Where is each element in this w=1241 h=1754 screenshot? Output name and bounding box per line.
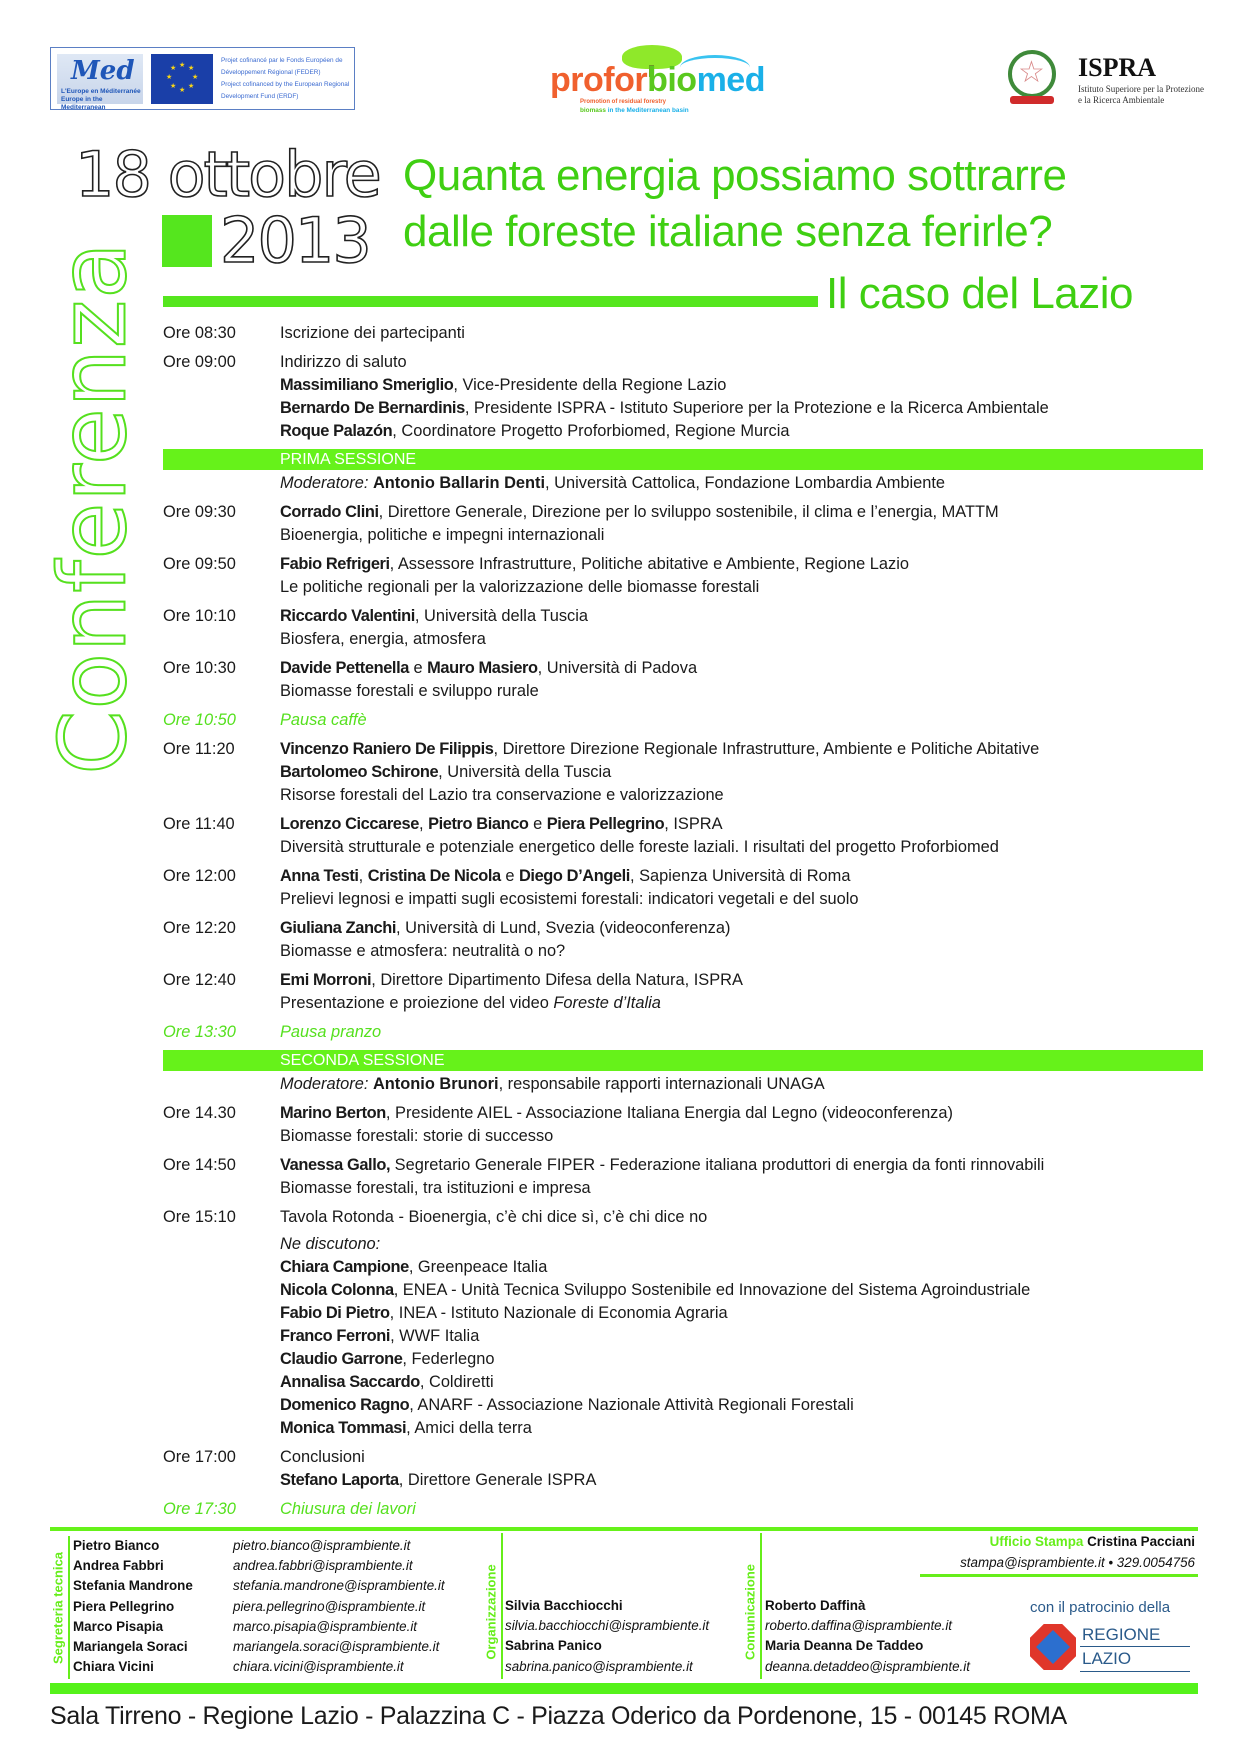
talk-topic: Biosfera, energia, atmosfera: [280, 630, 486, 648]
speaker-role: , Presidente ISPRA - Istituto Superiore per la Protezione e la Ricerca Ambientale: [464, 399, 1049, 417]
proforbiomed-tagline-1: Promotion of residual forestry: [580, 99, 667, 105]
contact-name: Mariangela Soraci: [73, 1639, 188, 1655]
ispra-subtitle-1: Istituto Superiore per la Protezione: [1078, 84, 1204, 94]
speaker-name: Diego D’Angeli: [519, 867, 630, 885]
contact-name: Marco Pisapia: [73, 1618, 164, 1634]
row-time: Ore 12:00: [163, 867, 236, 885]
speaker-line: [280, 501, 1203, 524]
speaker-line: [280, 1469, 1203, 1492]
date-day: 18 ottobre: [75, 138, 380, 211]
moderator-label: Moderatore:: [280, 1075, 369, 1093]
regione-lazio-word-2: LAZIO: [1082, 1649, 1132, 1668]
moderator-line: [163, 1073, 1203, 1096]
closing-label: Chiusura dei lavori: [280, 1500, 416, 1518]
speaker-line: [280, 657, 1203, 680]
patronage-text: con il patrocinio della: [1030, 1599, 1171, 1616]
speaker-role: , Università di Padova: [537, 659, 698, 677]
comunicazione-label: [742, 1545, 758, 1679]
star-icon: ☆: [1018, 56, 1045, 89]
segreteria-contacts: [73, 1536, 445, 1677]
italian-republic-emblem-icon: [1008, 50, 1056, 98]
logo-rule: [1080, 1646, 1190, 1647]
speaker-role: , Sapienza Università di Roma: [629, 867, 851, 885]
speaker-name: Bartolomeo Schirone: [280, 763, 439, 781]
moderator-line: [163, 472, 1203, 495]
speaker-line: [280, 1102, 1203, 1125]
footer-bottom-bar: [50, 1683, 1198, 1694]
med-logo-subtitle: [61, 88, 143, 112]
speaker-name: Bernardo De Bernardinis: [280, 399, 465, 417]
separator: e: [500, 867, 519, 885]
row-text: Tavola Rotonda - Bioenergia, c’è chi dice sì, c’è chi dice no: [280, 1208, 708, 1226]
segreteria-label-text: Segreteria tecnica: [50, 1551, 66, 1664]
session-banner-2: SECONDA SESSIONE: [163, 1050, 1203, 1071]
panel-member-role: , WWF Italia: [390, 1327, 480, 1345]
contact-name: Maria Deanna De Taddeo: [765, 1638, 924, 1654]
schedule-row: [163, 1102, 1203, 1148]
eu-funding-text: [221, 55, 353, 103]
panel-member-name: Annalisa Saccardo: [280, 1373, 420, 1391]
speaker-role: , Coordinatore Progetto Proforbiomed, Regione Murcia: [392, 422, 790, 440]
title-accent-bar: [163, 296, 818, 307]
ispra-name: ISPRA: [1078, 53, 1157, 82]
moderator-name: Antonio Ballarin Denti: [372, 474, 546, 492]
organizzazione-contacts: [505, 1596, 709, 1677]
speaker-name: Giuliana Zanchi: [280, 919, 397, 937]
panel-member: [280, 1417, 1203, 1440]
contact-email[interactable]: mariangela.soraci@isprambiente.it: [233, 1639, 440, 1655]
row-time: Ore 13:30: [163, 1023, 236, 1041]
regione-lazio-logo: [1030, 1622, 1200, 1674]
break-label: Pausa pranzo: [280, 1023, 382, 1041]
eu-funding-text-fr: Projet cofinancé par le Fonds Européen de Développement Régional (FEDER): [221, 57, 343, 76]
speaker-role: , ISPRA: [664, 815, 723, 833]
speaker-line: [280, 420, 1203, 443]
row-time: Ore 14.30: [163, 1104, 236, 1122]
speaker-name: Mauro Masiero: [427, 659, 538, 677]
panel-member-role: , Greenpeace Italia: [408, 1258, 548, 1276]
speaker-role: , Università di Lund, Svezia (videoconferenza): [396, 919, 731, 937]
contact-email[interactable]: chiara.vicini@isprambiente.it: [233, 1659, 404, 1675]
talk-topic: Risorse forestali del Lazio tra conservazione e valorizzazione: [280, 786, 724, 804]
speaker-role: , Direttore Generale, Direzione per lo sviluppo sostenibile, il clima e l’energia, MATTM: [378, 503, 999, 521]
speaker-line: [280, 761, 1203, 784]
speaker-role: , Università della Tuscia: [414, 607, 588, 625]
press-office: [900, 1531, 1195, 1573]
speaker-name: Davide Pettenella: [280, 659, 409, 677]
proforbiomed-wordmark: [550, 61, 765, 100]
regione-lazio-word-1: REGIONE: [1082, 1625, 1161, 1644]
vertical-title: [39, 220, 147, 795]
vertical-title-text: Conferenza: [39, 240, 147, 775]
speaker-line: [280, 969, 1203, 992]
venue-address: Sala Tirreno - Regione Lazio - Palazzina C - Piazza Oderico da Pordenone, 15 - 00145 ROMA: [50, 1702, 1067, 1730]
session-banner-1: PRIMA SESSIONE: [163, 449, 1203, 470]
press-office-rule: [920, 1574, 1198, 1577]
med-logo-word: Med: [71, 56, 135, 86]
panel-member-name: Domenico Ragno: [280, 1396, 410, 1414]
panel-member-role: , Federlegno: [402, 1350, 495, 1368]
schedule-row: [163, 865, 1203, 911]
speaker-name: Stefano Laporta: [280, 1471, 399, 1489]
talk-topic: Biomasse forestali e sviluppo rurale: [280, 682, 539, 700]
speaker-line: [280, 1154, 1203, 1177]
wordmark-bio: bio: [647, 61, 697, 99]
schedule-row: [163, 605, 1203, 651]
row-time: Ore 10:30: [163, 659, 236, 677]
wordmark-profor: profor: [550, 61, 648, 99]
speaker-name: Corrado Clini: [280, 503, 379, 521]
speaker-name: Cristina De Nicola: [367, 867, 501, 885]
moderator-label: Moderatore:: [280, 474, 369, 492]
schedule-row: [163, 813, 1203, 859]
talk-topic-text: Presentazione e proiezione del video: [280, 994, 554, 1012]
speaker-line: [280, 917, 1203, 940]
date-year: 2013: [220, 204, 370, 277]
moderator-role: , Università Cattolica, Fondazione Lombardia Ambiente: [545, 474, 946, 492]
schedule-row: [163, 1206, 1203, 1440]
press-office-name: Cristina Pacciani: [1087, 1534, 1195, 1549]
speaker-line: [280, 813, 1203, 836]
schedule-row: [163, 1446, 1203, 1492]
segreteria-divider: [68, 1536, 70, 1679]
contact-row: [73, 1576, 445, 1596]
ispra-subtitle-2: e la Ricerca Ambientale: [1078, 95, 1165, 105]
schedule-row: [163, 351, 1203, 443]
contact-name: Chiara Vicini: [73, 1659, 154, 1675]
ispra-logo: [1000, 48, 1210, 110]
video-title: Foreste d’Italia: [553, 994, 661, 1012]
eu-flag-icon: ★ ★ ★ ★ ★ ★ ★ ★: [151, 54, 213, 104]
organizzazione-label-text: Organizzazione: [483, 1564, 499, 1660]
ribbon-icon: [1010, 96, 1054, 104]
schedule-row: [163, 738, 1203, 807]
speaker-name: Roque Palazón: [280, 422, 393, 440]
speaker-line: [280, 397, 1203, 420]
contact-name: Pietro Bianco: [73, 1538, 160, 1553]
separator: ,: [418, 815, 429, 833]
speaker-name: Fabio Refrigeri: [280, 555, 390, 573]
row-time: Ore 09:30: [163, 503, 236, 521]
tagline-biomass: biomass: [580, 107, 606, 114]
contact-row: [73, 1556, 445, 1576]
contact-email[interactable]: sabrina.panico@isprambiente.it: [505, 1658, 693, 1674]
schedule-break-row: [163, 1021, 1203, 1044]
separator: ,: [358, 867, 368, 885]
separator: e: [408, 659, 428, 677]
speaker-name: Anna Testi: [280, 867, 359, 885]
panel-intro-text: Ne discutono:: [280, 1235, 381, 1253]
contact-email[interactable]: stefania.mandrone@isprambiente.it: [233, 1578, 445, 1594]
talk-topic: Diversità strutturale e potenziale energetico delle foreste laziali. I risultati del progetto Proforbiomed: [280, 838, 999, 856]
moderator-role: , responsabile rapporti internazionali UNAGA: [498, 1075, 825, 1093]
row-text: Conclusioni: [280, 1448, 365, 1466]
row-time: Ore 10:50: [163, 711, 236, 729]
organizzazione-label: [483, 1545, 499, 1679]
row-time: Ore 11:20: [163, 740, 235, 758]
panel-member: [280, 1394, 1203, 1417]
contact-name: Piera Pellegrino: [73, 1598, 175, 1614]
schedule-row: [163, 657, 1203, 703]
speaker-role: , Direttore Generale ISPRA: [398, 1471, 597, 1489]
panel-member: [280, 1325, 1203, 1348]
contact-row: [73, 1536, 445, 1556]
row-time: Ore 11:40: [163, 815, 235, 833]
speaker-role: , Assessore Infrastrutture, Politiche abitative e Ambiente, Regione Lazio: [389, 555, 909, 573]
schedule-row: [163, 553, 1203, 599]
med-subtitle-fr: L'Europe en Méditerranée: [61, 88, 141, 95]
talk-topic: Biomasse e atmosfera: neutralità o no?: [280, 942, 566, 960]
row-time: Ore 09:50: [163, 555, 236, 573]
row-text: Indirizzo di saluto: [280, 353, 407, 371]
panel-member-name: Chiara Campione: [280, 1258, 409, 1276]
contact-name: Roberto Daffinà: [765, 1598, 866, 1613]
proforbiomed-logo: [550, 45, 765, 115]
speaker-name: Vincenzo Raniero De Filippis: [280, 740, 494, 758]
speaker-name: Pietro Bianco: [428, 815, 529, 833]
speaker-role: , Università della Tuscia: [438, 763, 612, 781]
segreteria-label: [50, 1536, 66, 1679]
contact-email[interactable]: andrea.fabbri@isprambiente.it: [233, 1558, 413, 1574]
row-time: Ore 12:20: [163, 919, 236, 937]
speaker-role: , Direttore Direzione Regionale Infrastrutture, Ambiente e Politiche Abitative: [493, 740, 1040, 758]
schedule-row: [163, 1154, 1203, 1200]
contact-email[interactable]: marco.pisapia@isprambiente.it: [233, 1618, 418, 1634]
panel-member-role: , Coldiretti: [419, 1373, 494, 1391]
contact-name: Stefania Mandrone: [73, 1578, 193, 1594]
panel-list: [280, 1256, 1203, 1440]
speaker-name: Lorenzo Ciccarese: [280, 815, 419, 833]
separator: e: [528, 815, 547, 833]
programme-schedule: [163, 322, 1203, 1527]
row-time: Ore 17:00: [163, 1448, 236, 1466]
contact-row: [73, 1617, 445, 1637]
contact-name: Andrea Fabbri: [73, 1558, 164, 1574]
row-time: Ore 10:10: [163, 607, 236, 625]
proforbiomed-tagline-2: [580, 107, 689, 114]
contact-row: [73, 1657, 445, 1677]
speaker-line: [280, 605, 1203, 628]
speaker-name: Vanessa Gallo,: [280, 1156, 391, 1174]
date-accent-square: [162, 215, 212, 267]
comunicazione-divider: [760, 1533, 762, 1679]
eu-funding-text-en: Project cofinanced by the European Regional Development Fund (ERDF): [221, 81, 350, 100]
talk-topic: Bioenergia, politiche e impegni internazionali: [280, 526, 605, 544]
talk-topic: Le politiche regionali per la valorizzazione delle biomasse forestali: [280, 578, 760, 596]
panel-member: [280, 1348, 1203, 1371]
contact-email[interactable]: pietro.bianco@isprambiente.it: [233, 1538, 411, 1553]
panel-member: [280, 1371, 1203, 1394]
contact-row: [73, 1637, 445, 1657]
talk-topic: Prelievi legnosi e impatti sugli ecosistemi forestali: indicatori vegetali e del suolo: [280, 890, 859, 908]
panel-member-role: , ANARF - Associazione Nazionale Attività Regionali Forestali: [409, 1396, 854, 1414]
panel-member-role: , Amici della terra: [406, 1419, 532, 1437]
talk-topic: Biomasse forestali: storie di successo: [280, 1127, 554, 1145]
comunicazione-contacts: [765, 1596, 970, 1677]
speaker-name: Emi Morroni: [280, 971, 372, 989]
title-line-2: dalle foreste italiane senza ferirle?: [403, 207, 1053, 256]
panel-member-name: Claudio Garrone: [280, 1350, 403, 1368]
contact-email[interactable]: roberto.daffina@isprambiente.it: [765, 1618, 953, 1634]
speaker-name: Marino Berton: [280, 1104, 386, 1122]
row-time: Ore 14:50: [163, 1156, 236, 1174]
schedule-break-row: [163, 1498, 1203, 1521]
press-office-label: Ufficio Stampa: [989, 1534, 1084, 1549]
speaker-role: , Direttore Dipartimento Difesa della Natura, ISPRA: [371, 971, 743, 989]
speaker-name: Piera Pellegrino: [546, 815, 665, 833]
speaker-name: Riccardo Valentini: [280, 607, 415, 625]
regione-lazio-emblem-icon: [1030, 1624, 1076, 1670]
schedule-break-row: [163, 709, 1203, 732]
tagline-basin: in the Mediterranean basin: [605, 107, 689, 114]
schedule-row: [163, 969, 1203, 1015]
schedule-row: [163, 917, 1203, 963]
panel-member: [280, 1302, 1203, 1325]
speaker-line: [280, 738, 1203, 761]
med-logo-mark: [57, 54, 143, 111]
contact-name: Sabrina Panico: [505, 1638, 602, 1654]
speaker-line: [280, 374, 1203, 397]
ispra-subtitle: [1078, 84, 1204, 106]
panel-member-name: Monica Tommasi: [280, 1419, 407, 1437]
talk-topic: Biomasse forestali, tra istituzioni e impresa: [280, 1179, 591, 1197]
med-subtitle-en: Europe in the Mediterranean: [61, 96, 106, 111]
row-text: Iscrizione dei partecipanti: [280, 324, 465, 342]
press-office-heading: [900, 1531, 1195, 1552]
speaker-role: Segretario Generale FIPER - Federazione italiana produttori di energia da fonti rinnovabili: [390, 1156, 1045, 1174]
organizzazione-divider: [501, 1533, 503, 1679]
press-office-contact[interactable]: stampa@isprambiente.it • 329.0054756: [960, 1555, 1195, 1570]
contact-email[interactable]: deanna.detaddeo@isprambiente.it: [765, 1658, 970, 1674]
speaker-line: [280, 865, 1203, 888]
speaker-line: [280, 553, 1203, 576]
speaker-name: Massimiliano Smeriglio: [280, 376, 454, 394]
title-line-1: Quanta energia possiamo sottrarre: [403, 151, 1067, 200]
speaker-role: , Presidente AIEL - Associazione Italiana Energia dal Legno (videoconferenza): [385, 1104, 953, 1122]
wordmark-med: med: [696, 61, 765, 99]
comunicazione-label-text: Comunicazione: [742, 1563, 758, 1661]
panel-member: [280, 1256, 1203, 1279]
panel-member-role: , ENEA - Unità Tecnica Sviluppo Sostenibile ed Innovazione del Sistema Agroindustriale: [393, 1281, 1031, 1299]
moderator-name: Antonio Brunori: [372, 1075, 499, 1093]
med-programme-logo: [50, 47, 355, 110]
panel-member-role: , INEA - Istituto Nazionale di Economia Agraria: [389, 1304, 728, 1322]
row-time: Ore 17:30: [163, 1500, 236, 1518]
contact-row: [73, 1597, 445, 1617]
row-time: Ore 15:10: [163, 1208, 236, 1226]
talk-topic: [280, 992, 1203, 1015]
schedule-row: [163, 501, 1203, 547]
row-time: Ore 08:30: [163, 324, 236, 342]
contact-email[interactable]: piera.pellegrino@isprambiente.it: [233, 1598, 426, 1614]
panel-intro: [280, 1233, 1203, 1256]
schedule-row: [163, 322, 1203, 345]
contact-email[interactable]: silvia.bacchiocchi@isprambiente.it: [505, 1618, 710, 1634]
speaker-role: , Vice-Presidente della Regione Lazio: [453, 376, 727, 394]
title-line-3: Il caso del Lazio: [826, 269, 1134, 318]
contact-name: Silvia Bacchiocchi: [505, 1598, 623, 1613]
break-label: Pausa caffè: [280, 711, 367, 729]
row-time: Ore 09:00: [163, 353, 236, 371]
row-time: Ore 12:40: [163, 971, 236, 989]
logo-rule: [1080, 1671, 1190, 1672]
panel-member-name: Franco Ferroni: [280, 1327, 391, 1345]
panel-member-name: Fabio Di Pietro: [280, 1304, 390, 1322]
panel-member: [280, 1279, 1203, 1302]
panel-member-name: Nicola Colonna: [280, 1281, 394, 1299]
